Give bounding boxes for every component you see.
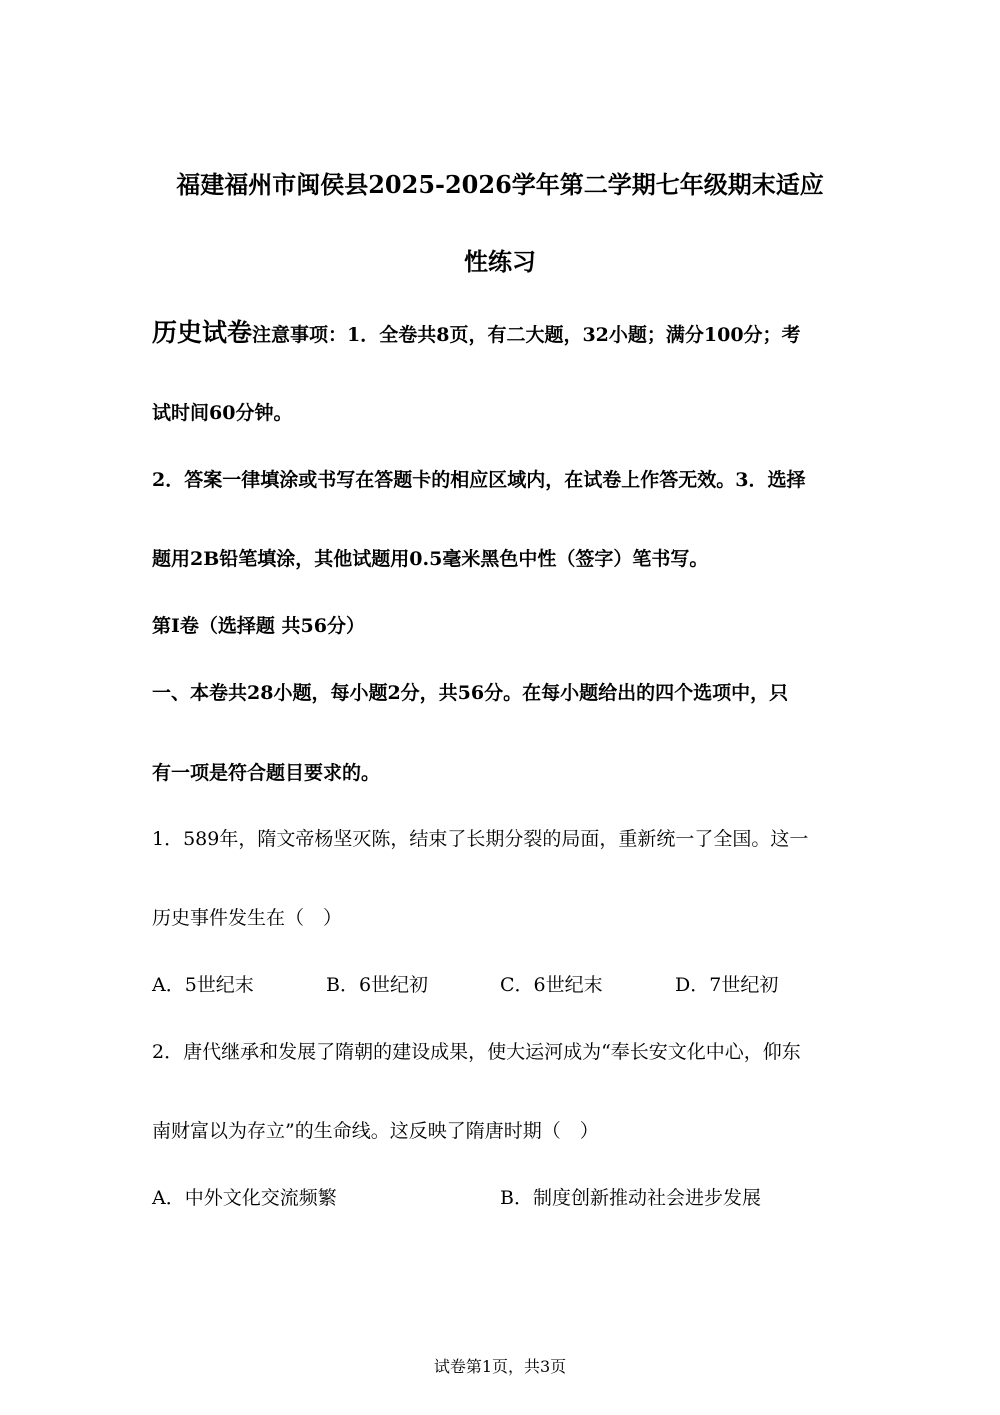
notice-text: 注意事项：1．全卷共8页，有二大题，32小题；满分100分；考 — [252, 324, 801, 346]
part-instruction-line2: 有一项是符合题目要求的。 — [152, 762, 381, 784]
volume-heading: 第Ⅰ卷（选择题 共56分） — [152, 615, 365, 637]
question-2-line1: 2．唐代继承和发展了隋朝的建设成果，使大运河成为“奉长安文化中心，仰东 — [152, 1041, 801, 1063]
question-1-option-d: D．7世纪初 — [675, 974, 779, 996]
question-1-option-b: B．6世纪初 — [326, 974, 429, 996]
notice-line2: 试时间60分钟。 — [152, 402, 293, 424]
notice-line1 — [152, 320, 801, 348]
exam-title-line2: 性练习 — [464, 247, 536, 276]
question-2-option-a: A．中外文化交流频繁 — [152, 1187, 337, 1209]
notice-line3: 2．答案一律填涂或书写在答题卡的相应区域内，在试卷上作答无效。3．选择 — [152, 469, 806, 491]
question-2-option-b: B．制度创新推动社会进步发展 — [500, 1187, 761, 1209]
exam-title-line1: 福建福州市闽侯县2025-2026学年第二学期七年级期末适应 — [176, 170, 824, 199]
question-1-line2: 历史事件发生在（ ） — [152, 907, 343, 929]
question-1-option-c: C．6世纪末 — [500, 974, 603, 996]
page-footer: 试卷第1页，共3页 — [433, 1357, 567, 1376]
question-1-option-a: A．5世纪末 — [152, 974, 254, 996]
notice-line4: 题用2B铅笔填涂，其他试题用0.5毫米黑色中性（签字）笔书写。 — [152, 548, 709, 570]
subject-label: 历史试卷 — [152, 318, 253, 347]
question-2-line2: 南财富以为存立”的生命线。这反映了隋唐时期（ ） — [152, 1120, 599, 1142]
part-instruction-line1: 一、本卷共28小题，每小题2分，共56分。在每小题给出的四个选项中，只 — [152, 682, 789, 704]
question-1-line1: 1．589年，隋文帝杨坚灭陈，结束了长期分裂的局面，重新统一了全国。这一 — [152, 828, 809, 850]
